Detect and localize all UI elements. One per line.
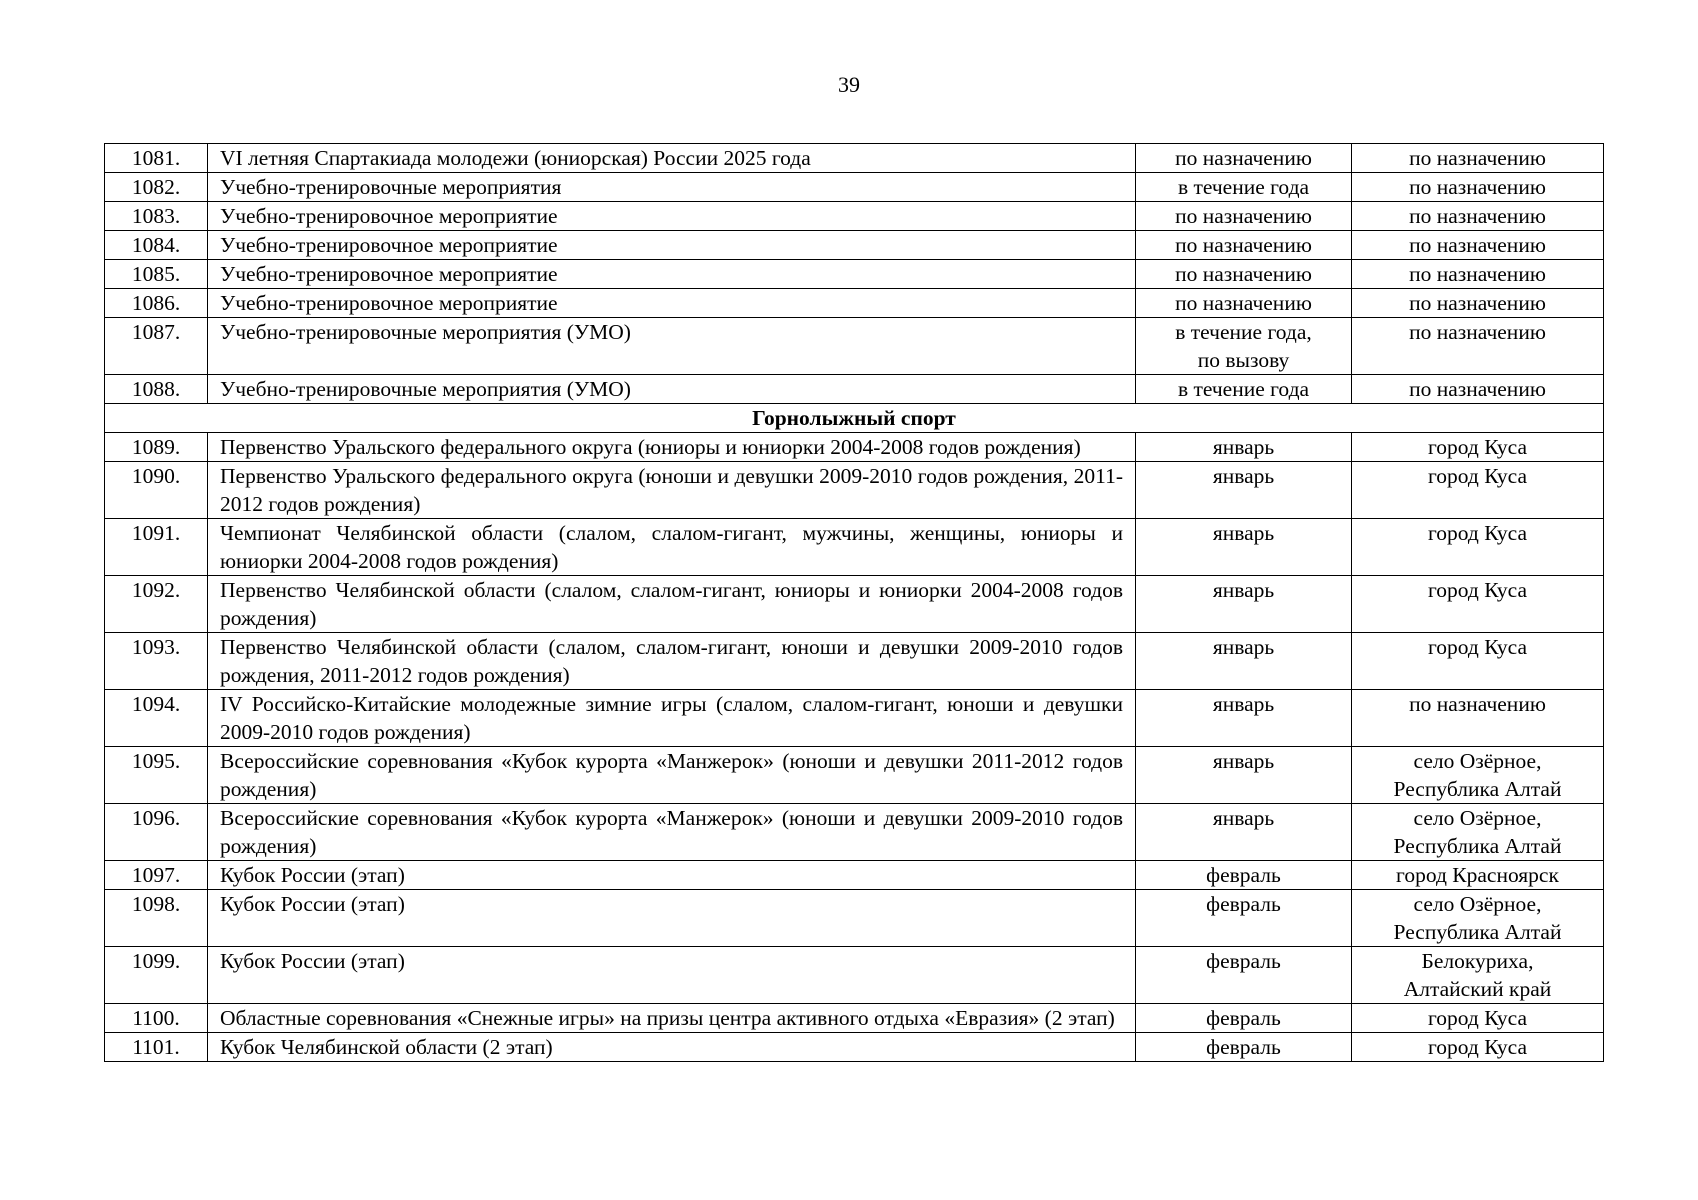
- event-name: Чемпионат Челябинской области (слалом, слалом-гигант, мужчины, женщины, юниоры и юниорки 2004-2008 годов рождения): [208, 519, 1136, 576]
- event-date-line: январь: [1212, 635, 1275, 659]
- event-place: [1352, 375, 1604, 404]
- row-number: 1081.: [105, 144, 208, 173]
- row-number: 1096.: [105, 804, 208, 861]
- event-date-line: январь: [1212, 806, 1275, 830]
- event-name: Кубок России (этап): [208, 861, 1136, 890]
- table-row: [105, 1033, 1604, 1062]
- event-place-line: по назначению: [1409, 377, 1546, 401]
- row-number: 1092.: [105, 576, 208, 633]
- event-place-line: село Озёрное,: [1413, 806, 1542, 830]
- row-number: 1083.: [105, 202, 208, 231]
- row-number: 1097.: [105, 861, 208, 890]
- event-place-line: по назначению: [1409, 233, 1546, 257]
- event-date-line: январь: [1212, 435, 1275, 459]
- event-date-line: в течение года,: [1175, 320, 1312, 344]
- event-date: [1136, 804, 1352, 861]
- section-title: Горнолыжный спорт: [105, 404, 1604, 433]
- event-place-line: город Куса: [1427, 1035, 1528, 1059]
- event-place-line: город Куса: [1427, 435, 1528, 459]
- event-name: Первенство Уральского федерального округа (юниоры и юниорки 2004-2008 годов рождения): [208, 433, 1136, 462]
- page-number: 39: [838, 72, 860, 97]
- event-date: [1136, 1033, 1352, 1062]
- event-date-line: февраль: [1206, 1006, 1281, 1030]
- row-number: 1100.: [105, 1004, 208, 1033]
- event-name: Учебно-тренировочное мероприятие: [208, 231, 1136, 260]
- event-place: [1352, 947, 1604, 1004]
- row-number: 1098.: [105, 890, 208, 947]
- section-header-row: [105, 404, 1604, 433]
- event-date-line: январь: [1212, 749, 1275, 773]
- event-place: [1352, 890, 1604, 947]
- event-name: Учебно-тренировочные мероприятия: [208, 173, 1136, 202]
- event-date: [1136, 433, 1352, 462]
- event-place: [1352, 747, 1604, 804]
- event-place-line: по назначению: [1409, 175, 1546, 199]
- event-name: IV Российско-Китайские молодежные зимние игры (слалом, слалом-гигант, юноши и девушки 2009-2010 годов рождения): [208, 690, 1136, 747]
- event-date: [1136, 289, 1352, 318]
- table-row: [105, 260, 1604, 289]
- row-number: 1099.: [105, 947, 208, 1004]
- event-place-line: по назначению: [1409, 291, 1546, 315]
- event-date: [1136, 144, 1352, 173]
- event-place-line: Республика Алтай: [1393, 834, 1562, 858]
- event-name: Учебно-тренировочное мероприятие: [208, 202, 1136, 231]
- event-date: [1136, 462, 1352, 519]
- event-place: [1352, 144, 1604, 173]
- event-place-line: по назначению: [1409, 262, 1546, 286]
- event-place: [1352, 289, 1604, 318]
- event-date-line: февраль: [1206, 863, 1281, 887]
- row-number: 1090.: [105, 462, 208, 519]
- table-row: [105, 947, 1604, 1004]
- event-place: [1352, 576, 1604, 633]
- event-name: Учебно-тренировочные мероприятия (УМО): [208, 318, 1136, 375]
- event-date-line: февраль: [1206, 1035, 1281, 1059]
- table-row: [105, 318, 1604, 375]
- event-name: Учебно-тренировочное мероприятие: [208, 289, 1136, 318]
- event-place-line: по назначению: [1409, 204, 1546, 228]
- table-row: [105, 375, 1604, 404]
- event-name: Учебно-тренировочное мероприятие: [208, 260, 1136, 289]
- event-date-line: январь: [1212, 521, 1275, 545]
- row-number: 1091.: [105, 519, 208, 576]
- table-row: [105, 433, 1604, 462]
- row-number: 1094.: [105, 690, 208, 747]
- table-row: [105, 519, 1604, 576]
- event-place-line: Республика Алтай: [1393, 920, 1562, 944]
- event-date-line: по назначению: [1175, 204, 1312, 228]
- event-date: [1136, 173, 1352, 202]
- event-date: [1136, 318, 1352, 375]
- event-place-line: город Куса: [1427, 521, 1528, 545]
- event-date-line: февраль: [1206, 892, 1281, 916]
- event-date-line: январь: [1212, 692, 1275, 716]
- event-place: [1352, 231, 1604, 260]
- event-place: [1352, 318, 1604, 375]
- table-row: [105, 144, 1604, 173]
- table-row: [105, 804, 1604, 861]
- event-date-line: январь: [1212, 464, 1275, 488]
- event-date: [1136, 890, 1352, 947]
- event-name: Кубок России (этап): [208, 890, 1136, 947]
- event-date-line: по вызову: [1197, 348, 1290, 372]
- events-table-body: [105, 144, 1604, 1062]
- event-place-line: Республика Алтай: [1393, 777, 1562, 801]
- event-date-line: январь: [1212, 578, 1275, 602]
- event-name: Всероссийские соревнования «Кубок курорта «Манжерок» (юноши и девушки 2009-2010 годов рождения): [208, 804, 1136, 861]
- event-date: [1136, 375, 1352, 404]
- event-name: Всероссийские соревнования «Кубок курорта «Манжерок» (юноши и девушки 2011-2012 годов рождения): [208, 747, 1136, 804]
- table-row: [105, 861, 1604, 890]
- event-date: [1136, 231, 1352, 260]
- event-place: [1352, 1033, 1604, 1062]
- event-name: Областные соревнования «Снежные игры» на призы центра активного отдыха «Евразия» (2 этап): [208, 1004, 1136, 1033]
- event-place-line: по назначению: [1409, 320, 1546, 344]
- event-place: [1352, 202, 1604, 231]
- row-number: 1088.: [105, 375, 208, 404]
- event-place-line: по назначению: [1409, 146, 1546, 170]
- event-date: [1136, 633, 1352, 690]
- row-number: 1095.: [105, 747, 208, 804]
- event-place: [1352, 804, 1604, 861]
- event-place-line: город Куса: [1427, 578, 1528, 602]
- event-name: VI летняя Спартакиада молодежи (юниорская) России 2025 года: [208, 144, 1136, 173]
- row-number: 1084.: [105, 231, 208, 260]
- event-date-line: по назначению: [1175, 233, 1312, 257]
- row-number: 1089.: [105, 433, 208, 462]
- event-place: [1352, 462, 1604, 519]
- event-date: [1136, 519, 1352, 576]
- row-number: 1082.: [105, 173, 208, 202]
- table-row: [105, 173, 1604, 202]
- table-row: [105, 289, 1604, 318]
- event-place-line: город Куса: [1427, 635, 1528, 659]
- event-date: [1136, 1004, 1352, 1033]
- event-date: [1136, 260, 1352, 289]
- event-date: [1136, 747, 1352, 804]
- event-place: [1352, 433, 1604, 462]
- event-date-line: февраль: [1206, 949, 1281, 973]
- event-date: [1136, 947, 1352, 1004]
- event-place-line: город Куса: [1427, 464, 1528, 488]
- event-name: Первенство Уральского федерального округа (юноши и девушки 2009-2010 годов рождения, 2011-2012 годов рождения): [208, 462, 1136, 519]
- event-name: Кубок Челябинской области (2 этап): [208, 1033, 1136, 1062]
- table-row: [105, 633, 1604, 690]
- row-number: 1101.: [105, 1033, 208, 1062]
- event-name: Первенство Челябинской области (слалом, слалом-гигант, юниоры и юниорки 2004-2008 годов рождения): [208, 576, 1136, 633]
- event-date-line: по назначению: [1175, 291, 1312, 315]
- table-row: [105, 1004, 1604, 1033]
- event-place: [1352, 1004, 1604, 1033]
- event-date-line: в течение года: [1177, 377, 1310, 401]
- event-name: Кубок России (этап): [208, 947, 1136, 1004]
- table-row: [105, 576, 1604, 633]
- event-name: Учебно-тренировочные мероприятия (УМО): [208, 375, 1136, 404]
- event-place-line: село Озёрное,: [1413, 749, 1542, 773]
- event-date: [1136, 690, 1352, 747]
- event-date: [1136, 576, 1352, 633]
- event-place-line: по назначению: [1409, 692, 1546, 716]
- event-date: [1136, 202, 1352, 231]
- event-name: Первенство Челябинской области (слалом, слалом-гигант, юноши и девушки 2009-2010 годов рождения, 2011-2012 годов рождения): [208, 633, 1136, 690]
- event-date-line: по назначению: [1175, 146, 1312, 170]
- row-number: 1085.: [105, 260, 208, 289]
- table-row: [105, 202, 1604, 231]
- event-place: [1352, 173, 1604, 202]
- events-table: [104, 143, 1604, 1062]
- event-place: [1352, 690, 1604, 747]
- event-place: [1352, 260, 1604, 289]
- table-row: [105, 747, 1604, 804]
- row-number: 1086.: [105, 289, 208, 318]
- table-row: [105, 690, 1604, 747]
- event-date-line: в течение года: [1177, 175, 1310, 199]
- event-place: [1352, 861, 1604, 890]
- event-date: [1136, 861, 1352, 890]
- table-row: [105, 890, 1604, 947]
- event-place-line: село Озёрное,: [1413, 892, 1542, 916]
- table-row: [105, 462, 1604, 519]
- event-place-line: Белокуриха,: [1421, 949, 1534, 973]
- row-number: 1087.: [105, 318, 208, 375]
- table-row: [105, 231, 1604, 260]
- event-place-line: Алтайский край: [1403, 977, 1552, 1001]
- event-place: [1352, 633, 1604, 690]
- event-place-line: город Куса: [1427, 1006, 1528, 1030]
- row-number: 1093.: [105, 633, 208, 690]
- event-date-line: по назначению: [1175, 262, 1312, 286]
- event-place-line: город Красноярск: [1396, 863, 1559, 887]
- event-place: [1352, 519, 1604, 576]
